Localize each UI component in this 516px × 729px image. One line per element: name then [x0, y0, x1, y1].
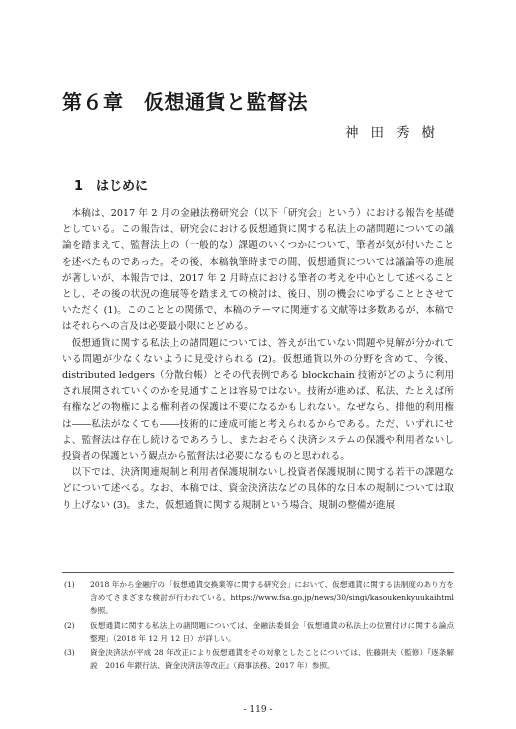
footnote-mark: (2) — [64, 620, 75, 630]
section-title: はじめに — [96, 179, 149, 194]
footnote-mark: (1) — [64, 580, 75, 589]
author-name: 神田秀樹 — [345, 125, 447, 141]
footnote-text: 仮想通貨に関する私法上の諸問題については、金融法委員会「仮想通貨の私法上の位置付けに関する論点整理」（2018 年 12 月 12 日）が詳しい。 — [90, 620, 454, 643]
footnote — [62, 646, 454, 672]
footnote — [62, 619, 454, 645]
body-text — [62, 206, 454, 514]
footnote-mark: (3) — [64, 648, 75, 658]
footnote-text: 2018 年から金融庁の「仮想通貨交換業等に関する研究会」において、仮想通貨に関する法制度のあり方を含めてさまざまな検討が行われている。https://www.fsa.go.jp/news/30/singi/kasoukenkyuukaihtml 参照。 — [90, 580, 454, 616]
footnote-text: 資金決済法が平成 28 年改正により仮想通貨をその対象としたことについては、佐藤則夫（監修）『逐条解説 2016 年銀行法、資金決済法等改正』（商事法務、2017 年）参照。 — [90, 648, 454, 671]
page-number: - 119 - — [243, 705, 273, 715]
paragraph: 本稿は、2017 年 2 月の金融法務研究会（以下「研究会」という）における報告を基礎としている。この報告は、研究会における仮想通貨に関する私法上の諸問題についての議論を踏まえて、監督法上の（一般的な）課題のいくつかについて、筆者が気が付いたことを述べたものであった。その後、本稿執筆時までの間、仮想通貨については議論等の進展が著しいが、本報告では、2017 年 2 月時点における筆者の考えを中心として述べることとし、その後の状況の進展等を踏まえての検討は、後日、別の機会にゆずることとさせていただく (1)。このこととの関係で、本稿のテーマに関連する文献等は多数あるが、本稿ではそれらへの言及は必要最小限にとどめる。 — [62, 208, 454, 333]
section-heading — [62, 175, 148, 194]
paragraph: 仮想通貨に関する私法上の諸問題については、答えが出ていない問題や見解が分かれている問題が少なくないように見受けられる (2)。仮想通貨以外の分野を含めて、今後、distributed ledgers（分散台帳）とその代表例である blockchain 技術がどのように利用され展開されていくのかを見通すことは容易ではない。技術が進めば、私法、たとえば所有権などの物権による権利者の保護は不要になるかもしれない。なぜなら、排他的利用権は――私法がなくても――技術的に達成可能と考えられるからである。ただ、いずれにせよ、監督法は存在し続けるであろうし、またおそらく決済システムの保護や利用者ないし投資者の保護という観点から監督法は必要になるものと思われる。 — [62, 337, 454, 463]
section-number: 1 — [74, 179, 84, 194]
paragraph: 以下では、決済関連規制と利用者保護規制ないし投資者保護規制に関する若干の課題などについて述べる。なお、本稿では、資金決済法などの具体的な日本の規制については取り上げない (3)。また、仮想通貨に関する規制という場合、規制の整備が進展 — [62, 467, 454, 511]
footnotes — [62, 578, 454, 673]
footnote — [62, 578, 454, 618]
chapter-title: 第６章 仮想通貨と監督法 — [62, 90, 308, 114]
footnote-divider — [62, 572, 454, 573]
